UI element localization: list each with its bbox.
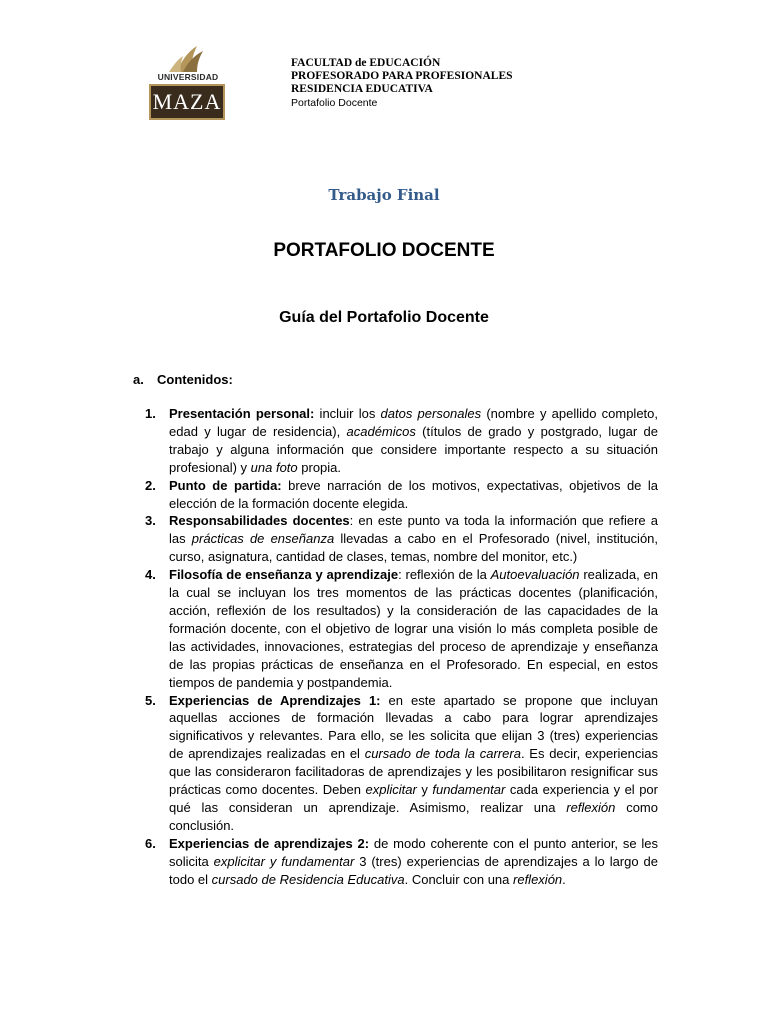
header-residency: RESIDENCIA EDUCATIVA (291, 83, 433, 95)
item-text: realizada, en la cual se incluyan los tres momentos de las prácticas docentes (planificación, acción, reflexión de los resultados) y la consideración de las capacidades de la formación docente, con el objetivo de lograr una visión lo más completa posible de las actividades, innovaciones, estrategias del proceso de aprendizaje y enseñanza de las propias prácticas de enseñanza en el Profesorado. En especial, en estos tiempos de pandemia y postpandemia. (169, 567, 658, 690)
item-text: de modo coherente con el punto anterior, se les solicita (169, 835, 658, 869)
item-text: cada experiencia y el por qué las consideran un aprendizaje. Asimismo, realizar una (169, 782, 658, 815)
item-text: . (562, 871, 566, 887)
item-text: (títulos de grado y postgrado, lugar de trabajo y alguna información que considere importante respecto a su situación profesional) y (169, 423, 659, 475)
item-text: . Concluir con una (404, 871, 514, 887)
header-portfolio: Portafolio Docente (291, 97, 378, 109)
section-label: Contenidos: (157, 372, 233, 387)
item-text: cursado de toda la carrera (364, 746, 521, 762)
item-text: cursado de Residencia Educativa (211, 871, 405, 887)
document-subtitle: Trabajo Final (328, 186, 440, 204)
logo-main-text: MAZA (152, 89, 222, 114)
header-faculty: FACULTAD de EDUCACIÓN (291, 57, 441, 69)
item-text: explicitar (365, 782, 417, 798)
item-text: prácticas de enseñanza (191, 531, 335, 547)
item-text: (nombre y apellido completo, edad y lugar de residencia), (169, 406, 659, 439)
item-heading: Experiencias de Aprendizajes 1: (169, 692, 381, 708)
item-text: como conclusión. (169, 799, 658, 833)
item-text: reflexión (566, 799, 616, 815)
list-item (145, 512, 658, 566)
item-text: en este apartado se propone que incluyan aquellas acciones de formación llevadas a cabo para lograr aprendizajes significativos y relevantes. Para ello, se les solicita que elijan 3 (tres) experiencias de aprendizajes realizadas en el (169, 692, 658, 762)
section-heading (133, 372, 233, 387)
item-text: y (416, 782, 433, 798)
item-text: 3 (tres) experiencias de aprendizajes a lo largo de todo el (169, 853, 658, 887)
university-logo (147, 44, 229, 122)
contents-list (145, 405, 658, 888)
list-item (145, 477, 658, 513)
item-text: Autoevaluación (490, 567, 580, 583)
list-item (145, 692, 658, 835)
item-heading: Presentación personal: (169, 406, 315, 421)
list-item-number: 2. (145, 477, 156, 493)
section-marker: a. (133, 372, 144, 387)
list-item-number: 5. (145, 692, 156, 708)
list-item-number: 3. (145, 513, 156, 529)
item-text: breve narración de los motivos, expectativas, objetivos de la elección de la formación docente elegida. (169, 477, 659, 511)
list-item-number: 4. (145, 567, 156, 583)
header-program: PROFESORADO PARA PROFESIONALES (291, 70, 513, 82)
item-text: : en este punto va toda la información que refiere a las (169, 513, 658, 547)
item-text: una foto (250, 459, 298, 475)
logo-box (149, 84, 225, 120)
document-header (291, 57, 513, 110)
item-text: explicitar y fundamentar (213, 853, 355, 869)
list-item (145, 405, 658, 477)
item-text: : reflexión de la (398, 567, 491, 583)
document-title: PORTAFOLIO DOCENTE (273, 240, 495, 261)
list-item-number: 6. (145, 835, 156, 851)
item-text: incluir los (314, 406, 381, 421)
item-text: llevadas a cabo en el Profesorado (nivel, institución, curso, asignatura, cantidad de clases, temas, nombre del monitor, etc.) (169, 531, 659, 565)
item-text: fundamentar (432, 782, 506, 798)
item-text: datos personales (380, 406, 482, 421)
item-heading: Punto de partida: (169, 477, 282, 493)
item-heading: Filosofía de enseñanza y aprendizaje (169, 567, 399, 583)
item-heading: Experiencias de aprendizajes 2: (169, 835, 370, 851)
item-text: propia. (297, 459, 342, 475)
list-item-number: 1. (145, 406, 156, 421)
list-item (145, 566, 658, 691)
logo-top-text: UNIVERSIDAD (157, 72, 219, 82)
item-text: académicos (346, 423, 416, 439)
item-text: reflexión (513, 871, 563, 887)
item-text: . Es decir, experiencias que las consideraron facilitadoras de aprendizajes y les posibilitaron resignificar sus prácticas como docentes. Deben (169, 746, 658, 798)
guide-title: Guía del Portafolio Docente (279, 309, 489, 326)
item-heading: Responsabilidades docentes (169, 513, 350, 529)
logo-wing-icon (147, 44, 229, 74)
list-item (145, 835, 658, 889)
